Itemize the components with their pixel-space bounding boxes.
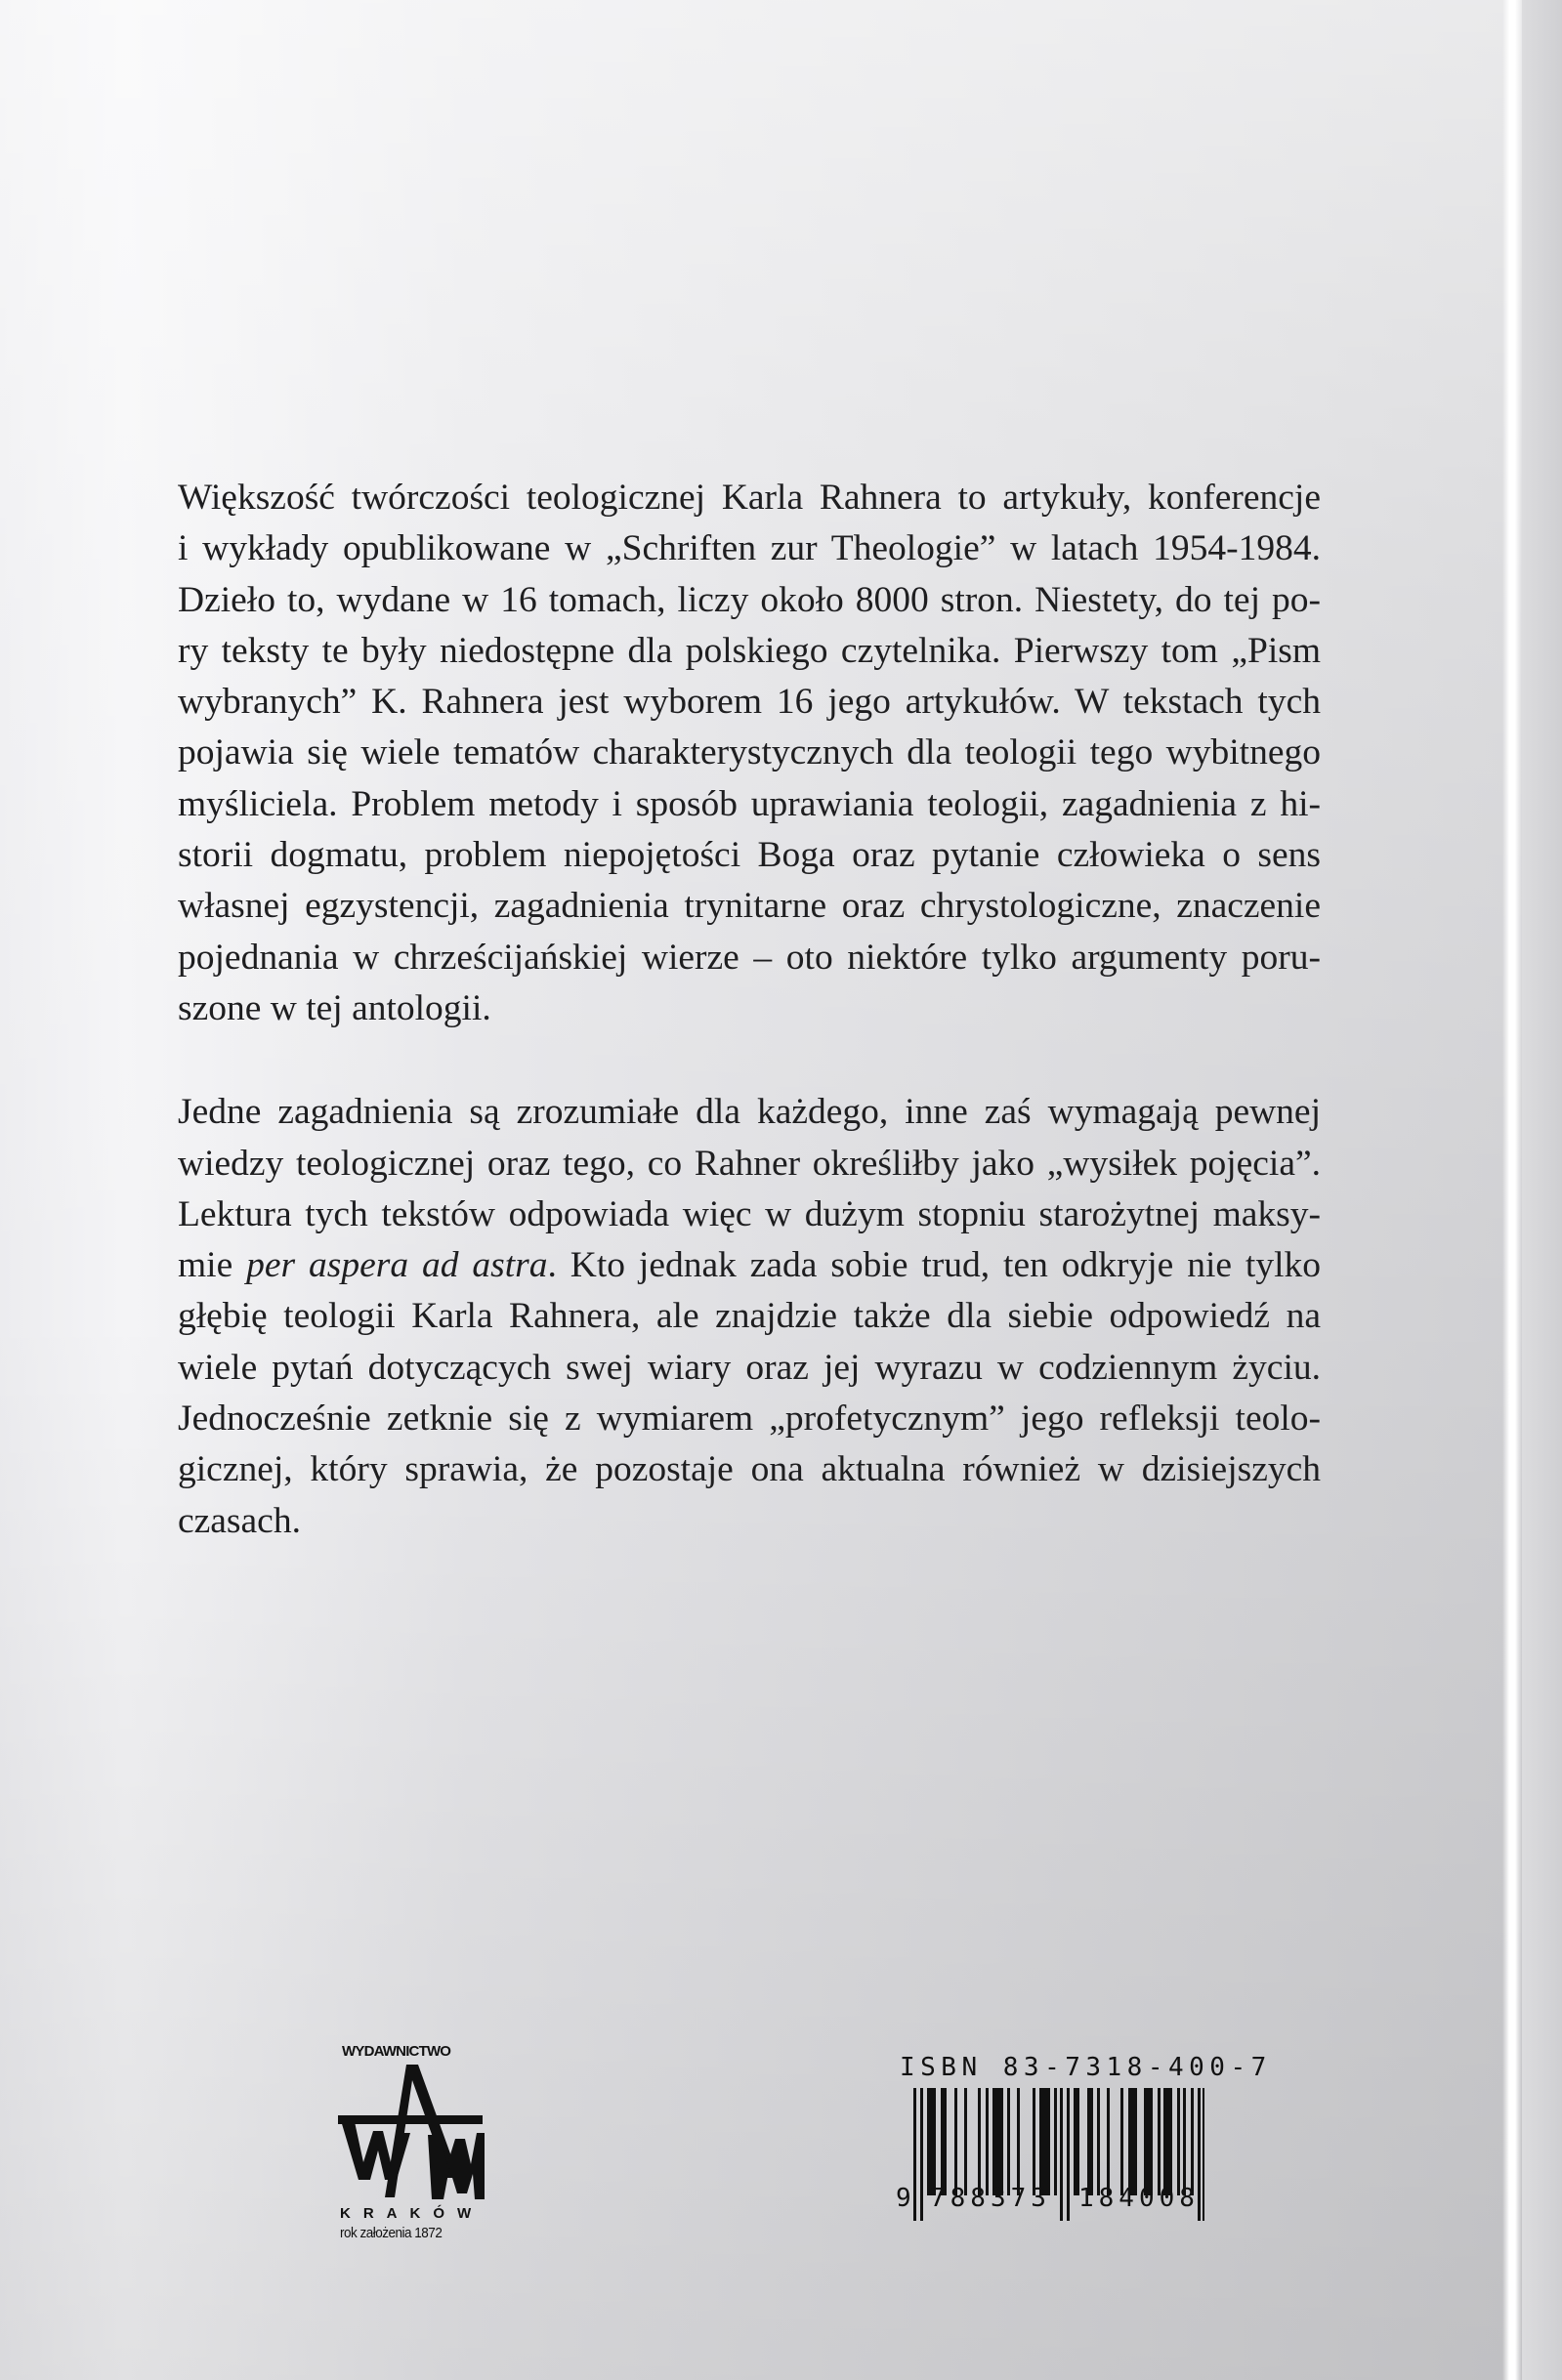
publisher-logo [332, 2031, 488, 2241]
spine-edge-highlight [1502, 0, 1522, 2380]
text-line: Jedne zagadnienia są zrozumiałe dla każdego, inne zaś wymagają pewnej [178, 1092, 1321, 1133]
blurb-paragraph-2 [178, 1087, 1321, 1547]
text-line: wiele pytań dotyczących swej wiary oraz jej wyrazu w codziennym życiu. [178, 1347, 1321, 1388]
text-fragment: . Kto jednak zada sobie trud, ten odkryje nie tylko [547, 1245, 1321, 1286]
cover-blurb [178, 473, 1321, 1547]
publisher-founded: rok założenia 1872 [340, 2225, 443, 2241]
text-line: Dzieło to, wydane w 16 tomach, liczy około 8000 stron. Niestety, do tej po- [178, 579, 1321, 620]
text-fragment: mie [178, 1245, 247, 1286]
text-line: czasach. [178, 1500, 301, 1541]
text-line-with-latin-maxim [178, 1240, 1321, 1291]
text-line: myśliciela. Problem metody i sposób uprawiania teologii, zagadnienia z hi- [178, 783, 1321, 824]
latin-maxim: per aspera ad astra [246, 1245, 548, 1286]
text-line: Lektura tych tekstów odpowiada więc w dużym stopniu starożytnej maksy- [178, 1193, 1321, 1234]
publisher-city: KRAKÓW [340, 2205, 485, 2222]
isbn-number: ISBN 83-7318-400-7 [900, 2053, 1272, 2082]
isbn-barcode-block [884, 2049, 1272, 2225]
text-line: ry teksty te były niedostępne dla polskiego czytelnika. Pierwszy tom „Pism [178, 630, 1321, 671]
text-line: szone w tej antologii. [178, 987, 491, 1028]
barcode-right-digits: 184008 [1078, 2184, 1200, 2213]
text-line: pojawia się wiele tematów charakterystycznych dla teologii tego wybitnego [178, 732, 1321, 773]
text-line: Większość twórczości teologicznej Karla Rahnera to artykuły, konferencje [178, 478, 1321, 518]
spine-edge [1522, 0, 1562, 2380]
text-line: własnej egzystencji, zagadnienia trynitarne oraz chrystologiczne, znaczenie [178, 886, 1321, 927]
blurb-paragraph-1 [178, 473, 1321, 1034]
text-line: wybranych” K. Rahnera jest wyborem 16 jego artykułów. W tekstach tych [178, 682, 1321, 723]
wam-monogram-icon [338, 2061, 485, 2207]
text-line: Jednocześnie zetknie się z wymiarem „profetycznym” jego refleksji teolo- [178, 1399, 1321, 1440]
publisher-label: WYDAWNICTWO [342, 2043, 451, 2060]
barcode-left-digits: 788373 [930, 2184, 1051, 2213]
text-line: głębię teologii Karla Rahnera, ale znajdzie także dla siebie odpowiedź na [178, 1296, 1321, 1337]
text-line: i wykłady opublikowane w „Schriften zur Theologie” w latach 1954-1984. [178, 528, 1321, 569]
text-line: storii dogmatu, problem niepojętości Boga oraz pytanie człowieka o sens [178, 835, 1321, 876]
barcode-first-digit: 9 [896, 2184, 911, 2213]
text-line: pojednania w chrześcijańskiej wierze – oto niektóre tylko argumenty poru- [178, 937, 1321, 978]
text-line: gicznej, który sprawia, że pozostaje ona aktualna również w dzisiejszych [178, 1449, 1321, 1490]
text-line: wiedzy teologicznej oraz tego, co Rahner określiłby jako „wysiłek pojęcia”. [178, 1143, 1321, 1184]
